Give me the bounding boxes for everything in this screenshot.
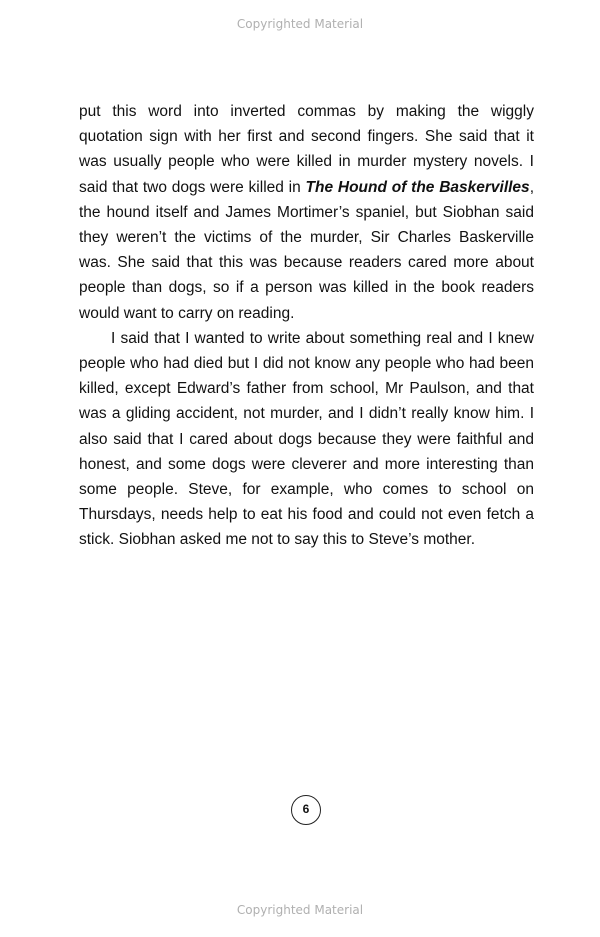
paragraph-2: I said that I wanted to write about something real and I knew people who had died but I did not know any people who had been killed, except Edward’s father from school, Mr Paulson, and that was a gliding accident, not murder, and I didn’t really know him. I also said that I cared about dogs because they were faithful and honest, and some dogs were cleverer and more interesting than some people. Steve, for example, who comes to school on Thursdays, needs help to eat his food and could not even fetch a stick. Siobhan asked me not to say this to Steve’s mother. [79, 329, 534, 549]
page-number: 6 [302, 802, 310, 816]
paragraph-1-text-before-title: put this word into inverted commas by making the wiggly quotation sign with her first and second fingers. She said that it was usually people who were killed in murder mystery novels. I said that two dogs were killed in [79, 103, 534, 196]
copyright-watermark-bottom: Copyrighted Material [236, 903, 364, 917]
page-number-badge [291, 795, 321, 825]
book-title: The Hound of the Baskervilles [305, 178, 530, 196]
paragraph-1-text-after-title: , the hound itself and James Mortimer’s spaniel, but Siobhan said they weren’t the victims of the murder, Sir Charles Baskerville was. She said that this was because readers cared more about people than dogs, so if a person was killed in the book readers would want to carry on reading. [79, 178, 534, 322]
page-body [79, 99, 534, 553]
paragraph-1 [79, 99, 534, 326]
copyright-watermark-top: Copyrighted Material [236, 17, 364, 31]
